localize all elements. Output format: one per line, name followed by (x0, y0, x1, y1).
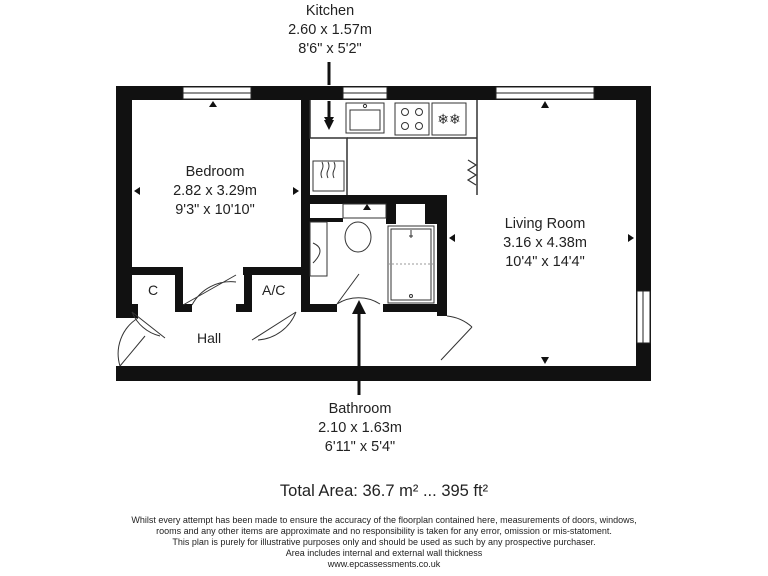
living-imperial: 10'4" x 14'4" (505, 254, 585, 270)
total-area: Total Area: 36.7 m² ... 395 ft² (279, 482, 489, 500)
bedroom-metric: 2.82 x 3.29m (173, 183, 257, 199)
wall-bedroom-right (301, 100, 310, 312)
hob (395, 103, 429, 135)
door-cupboard (132, 312, 165, 338)
bathroom-name: Bathroom (328, 401, 392, 417)
wall-bath-shower-top2 (425, 204, 437, 224)
wall-bedroom-bottom-left (132, 267, 182, 275)
wall-kitchen-bottom (301, 195, 447, 204)
door-bedroom (183, 275, 236, 305)
disclaimer (0, 515, 768, 570)
bathroom-pointer-head (352, 300, 366, 314)
bedroom-imperial: 9'3" x 10'10" (175, 202, 255, 218)
label-living-room (485, 215, 605, 272)
wall-stub-ac (236, 304, 252, 312)
wall-bath-partition (301, 218, 343, 222)
wall-bedroom-bottom-right (243, 267, 309, 275)
label-bathroom (305, 400, 415, 457)
svg-text:❄❄: ❄❄ (437, 112, 461, 128)
label-cupboard: C (148, 282, 159, 298)
toilet-cistern (343, 204, 386, 218)
door-living (441, 316, 472, 360)
disclaimer-line: This plan is purely for illustrative purposes only and should be used as such by any prospective purchaser. (172, 537, 596, 547)
bathroom-metric: 2.10 x 1.63m (318, 420, 402, 436)
kitchen-imperial: 8'6" x 5'2" (298, 41, 362, 57)
kitchen-fixtures (310, 100, 477, 195)
wall-stub-left (116, 304, 138, 318)
wall-living-jamb (437, 312, 447, 316)
website[interactable]: www.epcassessments.co.uk (327, 559, 441, 569)
disclaimer-line: Whilst every attempt has been made to ensure the accuracy of the floorplan contained here, measurements of doors, windows, (131, 515, 637, 525)
wall-left (116, 86, 132, 318)
radiator (468, 160, 476, 185)
wall-bath-bottom-right (383, 304, 447, 312)
kitchen-name: Kitchen (305, 3, 355, 19)
living-name: Living Room (504, 216, 586, 232)
door-bathroom (337, 274, 380, 304)
label-kitchen (280, 2, 380, 59)
disclaimer-line: rooms and any other items are approximate and no responsibility is taken for any error, omission or mis-statoment. (156, 526, 612, 536)
label-hall: Hall (197, 330, 222, 346)
door-ac (252, 312, 296, 340)
bedroom-name: Bedroom (185, 164, 245, 180)
wall-bath-shower-top (386, 204, 396, 224)
wall-bottom (116, 366, 651, 381)
living-metric: 3.16 x 4.38m (503, 235, 587, 251)
bathroom-imperial: 6'11" x 5'4" (324, 439, 396, 455)
kitchen-metric: 2.60 x 1.57m (288, 22, 372, 38)
label-bedroom (160, 163, 270, 220)
kitchen-pointer-head (324, 120, 334, 130)
toilet (345, 222, 371, 252)
wall-bath-bottom-left (301, 304, 337, 312)
disclaimer-line: Area includes internal and external wall thickness (285, 548, 483, 558)
label-ac: A/C (262, 282, 286, 298)
